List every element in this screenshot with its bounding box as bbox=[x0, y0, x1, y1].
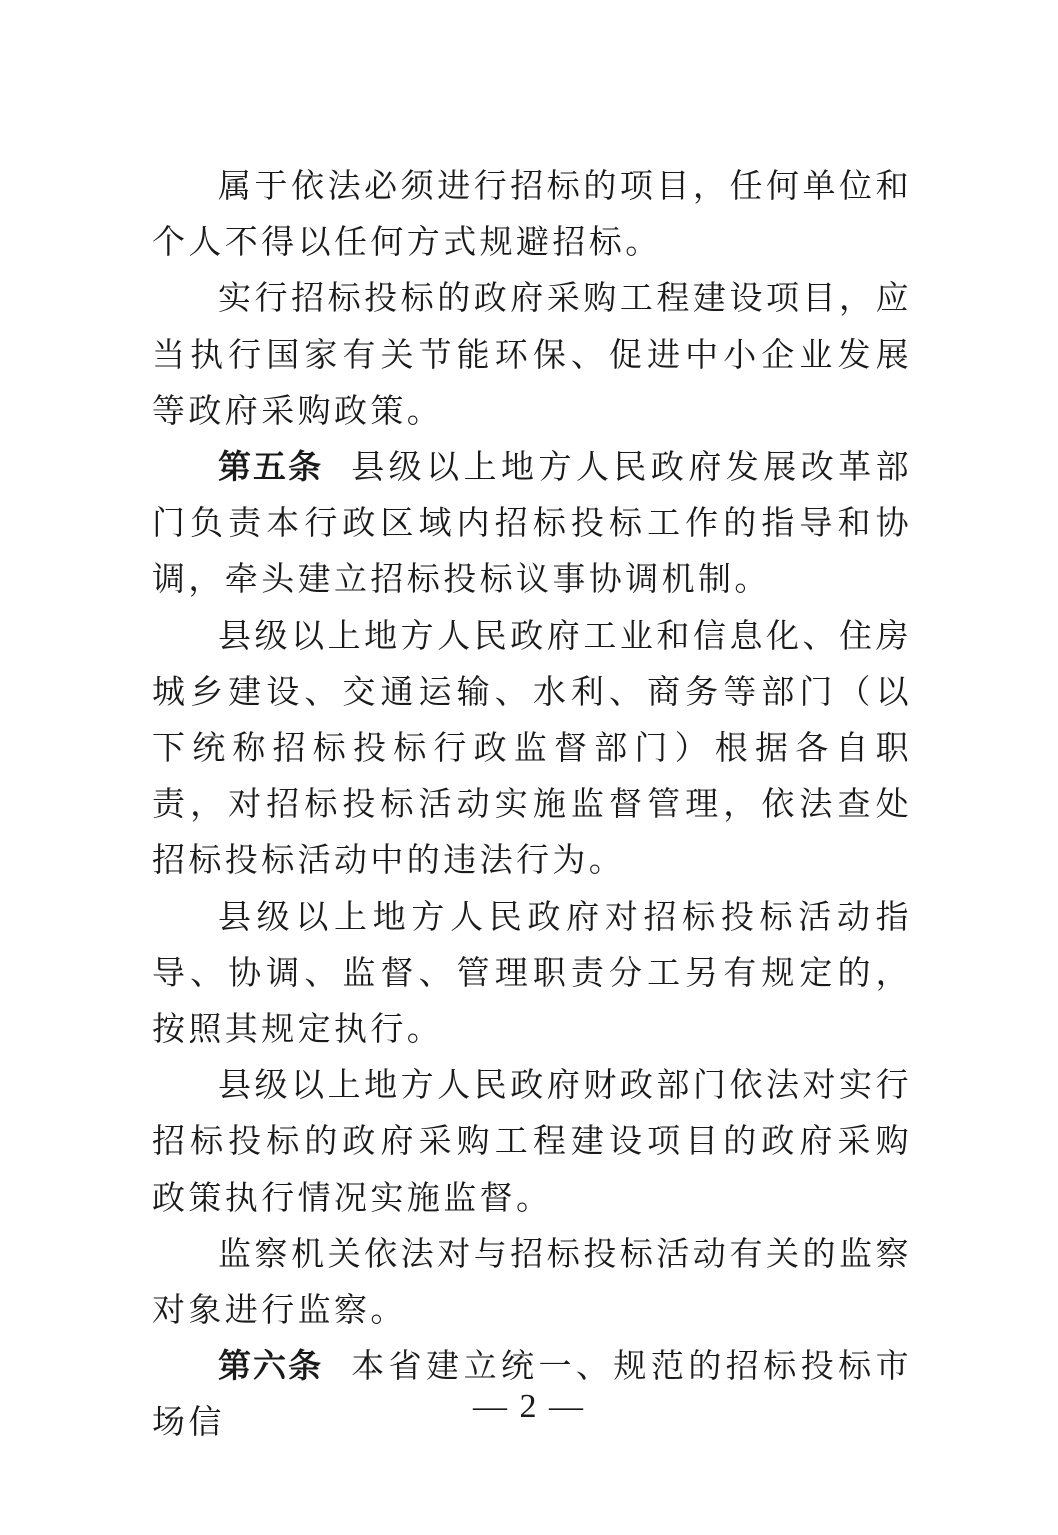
paragraph-5 bbox=[152, 889, 912, 1058]
article-5-text: 县级以上地方人民政府发展改革部门负责本行政区域内招标投标工作的指导和协调，牵头建立招标投标议事协调机制。 bbox=[152, 447, 913, 599]
paragraph-2 bbox=[152, 270, 912, 439]
paragraph-6-text: 县级以上地方人民政府财政部门依法对实行招标投标的政府采购工程建设项目的政府采购政策执行情况实施监督。 bbox=[152, 1065, 912, 1217]
paragraph-5-text: 县级以上地方人民政府对招标投标活动指导、协调、监督、管理职责分工另有规定的，按照其规定执行。 bbox=[152, 896, 912, 1049]
paragraph-4 bbox=[152, 608, 912, 889]
paragraph-7 bbox=[152, 1226, 912, 1338]
paragraph-2-text: 实行招标投标的政府采购工程建设项目，应当执行国家有关节能环保、促进中小企业发展等政府采购政策。 bbox=[152, 278, 912, 430]
article-5-heading: 第五条 bbox=[218, 447, 324, 487]
article-5-paragraph bbox=[152, 439, 912, 608]
paragraph-4-text: 县级以上地方人民政府工业和信息化、住房城乡建设、交通运输、水利、商务等部门（以下统称招标投标行政监督部门）根据各自职责，对招标投标活动实施监督管理，依法查处招标投标活动中的违法行为。 bbox=[152, 615, 912, 880]
body-text bbox=[152, 158, 912, 1451]
page-number: — 2 — bbox=[473, 1388, 585, 1425]
paragraph-1-text: 属于依法必须进行招标的项目，任何单位和个人不得以任何方式规避招标。 bbox=[152, 166, 912, 262]
paragraph-6 bbox=[152, 1057, 912, 1226]
paragraph-1 bbox=[152, 158, 912, 270]
article-6-heading: 第六条 bbox=[218, 1346, 324, 1386]
paragraph-7-text: 监察机关依法对与招标投标活动有关的监察对象进行监察。 bbox=[152, 1233, 912, 1330]
article-6-text: 本省建立统一、规范的招标投标市场信 bbox=[152, 1346, 913, 1442]
